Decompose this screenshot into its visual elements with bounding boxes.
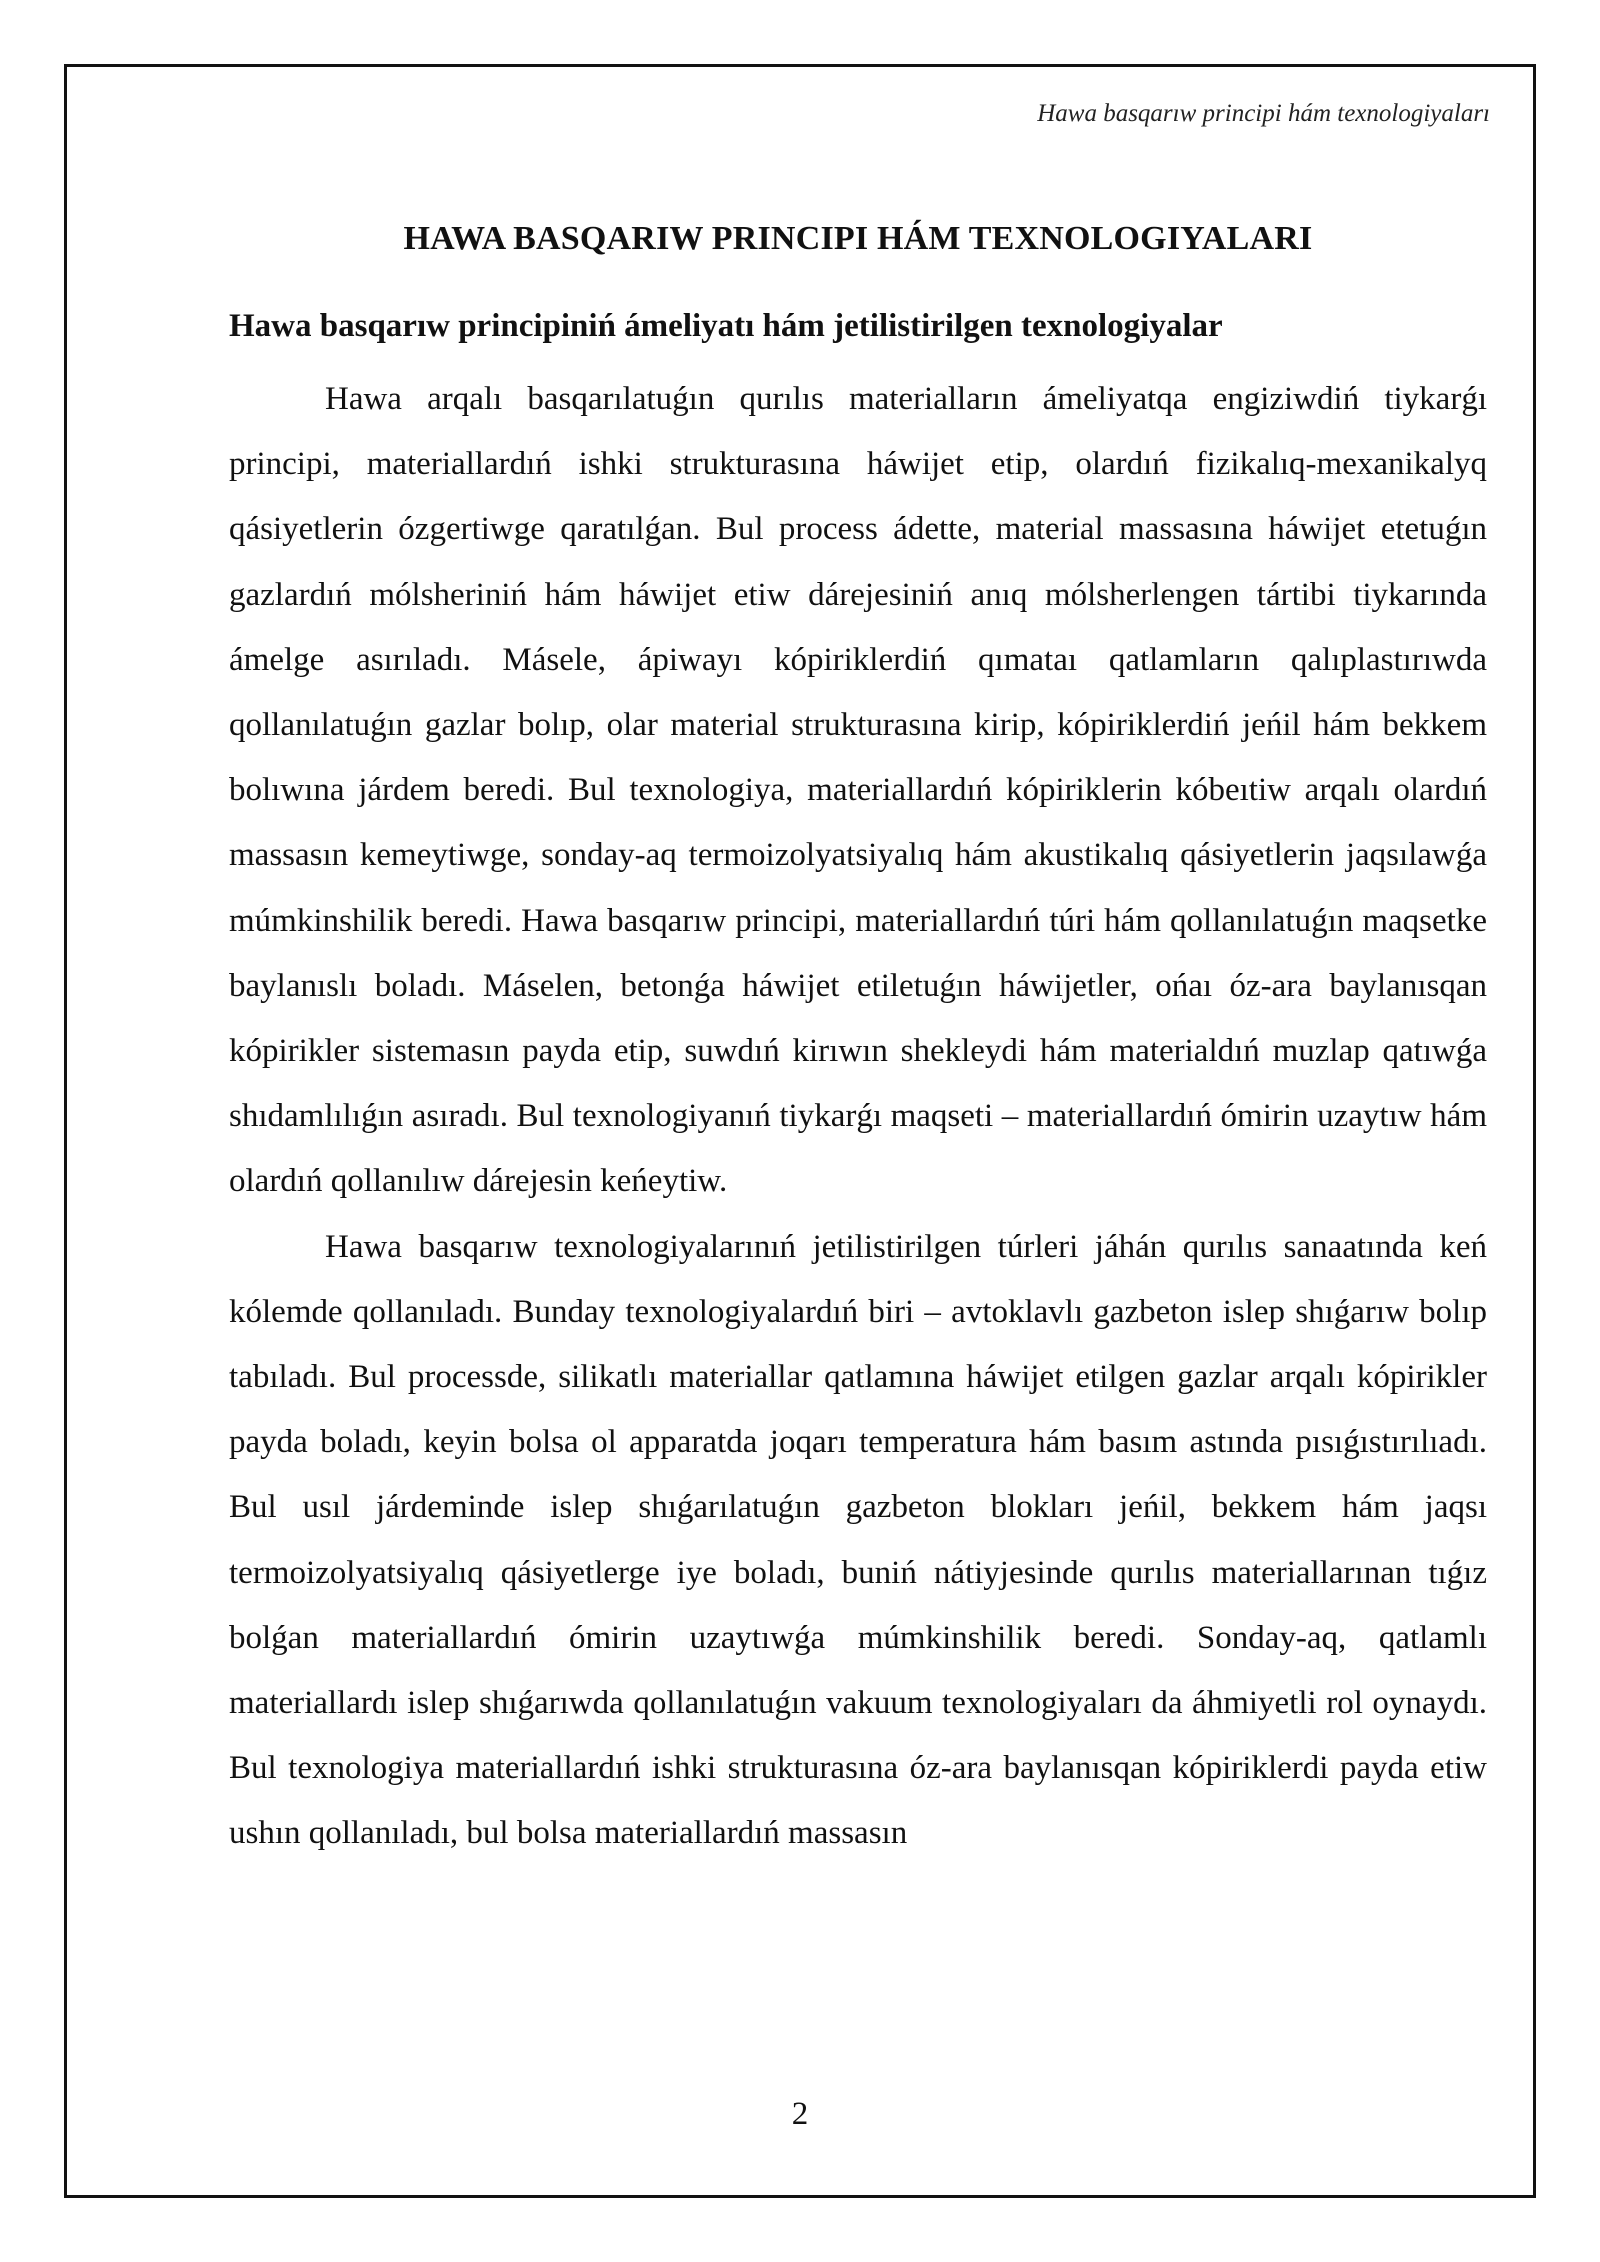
page-number: 2	[791, 2096, 809, 2132]
page-content	[229, 213, 1487, 1867]
body-paragraph: Hawa arqalı basqarılatuǵın qurılıs materialların ámeliyatqa engiziwdiń tiykarǵı principi, materiallardıń ishki strukturasına háwijet etip, olardıń fizikalıq-mexanikalyq qásiyetlerin ózgertiwge qaratılǵan. Bul process ádette, material massasına háwijet etetuǵın gazlardıń mólsheriniń hám háwijet etiw dárejesiniń anıq mólsherlengen tártibi tiykarında ámelge asırıladı. Másele, ápiwayı kópiriklerdiń qımatаı qatlamların qalıplastırıwda qollanılatuǵın gazlar bolıp, olar material strukturasına kirip, kópiriklerdiń jeńil hám bekkem bolıwına járdem beredi. Bul texnologiya, materiallardıń kópiriklerin kóbeıtiw arqalı olardıń massasın kemeytiwge, sonday-aq termoizolyatsiyalıq hám akustikalıq qásiyetlerin jaqsılawǵa múmkinshilik beredi. Hawa basqarıw principi, materiallardıń túri hám qollanılatuǵın maqsetke baylanıslı boladı. Máselen, betonǵa háwijet etiletuǵın háwijetler, ońaı óz-ara baylanısqan kópirikler sistemasın payda etip, suwdıń kirıwın shekleydi hám materialdıń muzlap qatıwǵa shıdamlılıǵın asıradı. Bul texnologiyanıń tiykarǵı maqseti – materiallardıń ómirin uzaytıw hám olardıń qollanılıw dárejesin keńeytiw.	[229, 381, 1487, 1200]
section-heading: Hawa basqarıw principiniń ámeliyatı hám jetilistirilgen texnologiyalar	[229, 308, 1223, 344]
document-title: HAWA BASQARIW PRINCIPI HÁM TEXNOLOGIYALARI	[403, 220, 1313, 257]
body-paragraph: Hawa basqarıw texnologiyalarınıń jetilistirilgen túrleri jáhán qurılıs sanaatında keń kólemde qollanıladı. Bunday texnologiyalardıń biri – avtoklavlı gazbeton islep shıǵarıw bolıp tabıladı. Bul processde, silikatlı materiallar qatlamına háwijet etilgen gazlar arqalı kópirikler payda boladı, keyin bolsa ol apparatda joqarı temperatura hám basım astında pısıǵıstırılıadı. Bul usıl járdeminde islep shıǵarılatuǵın gazbeton blokları jeńil, bekkem hám jaqsı termoizolyatsiyalıq qásiyetlerge iye boladı, buniń nátiyjesinde qurılıs materiallarınan tıǵız bolǵan materiallardıń ómirin uzaytıwǵa múmkinshilik beredi. Sonday-aq, qatlamlı materiallardı islep shıǵarıwda qollanılatuǵın vakuum texnologiyaları da áhmiyetli rol oynaydı. Bul texnologiya materiallardıń ishki strukturasına óz-ara baylanısqan kópiriklerdi payda etiw ushın qollanıladı, bul bolsa materiallardıń massasın	[229, 1228, 1487, 1852]
running-header: Hawa basqarıw principi hám texnologiyaları	[1037, 100, 1490, 127]
